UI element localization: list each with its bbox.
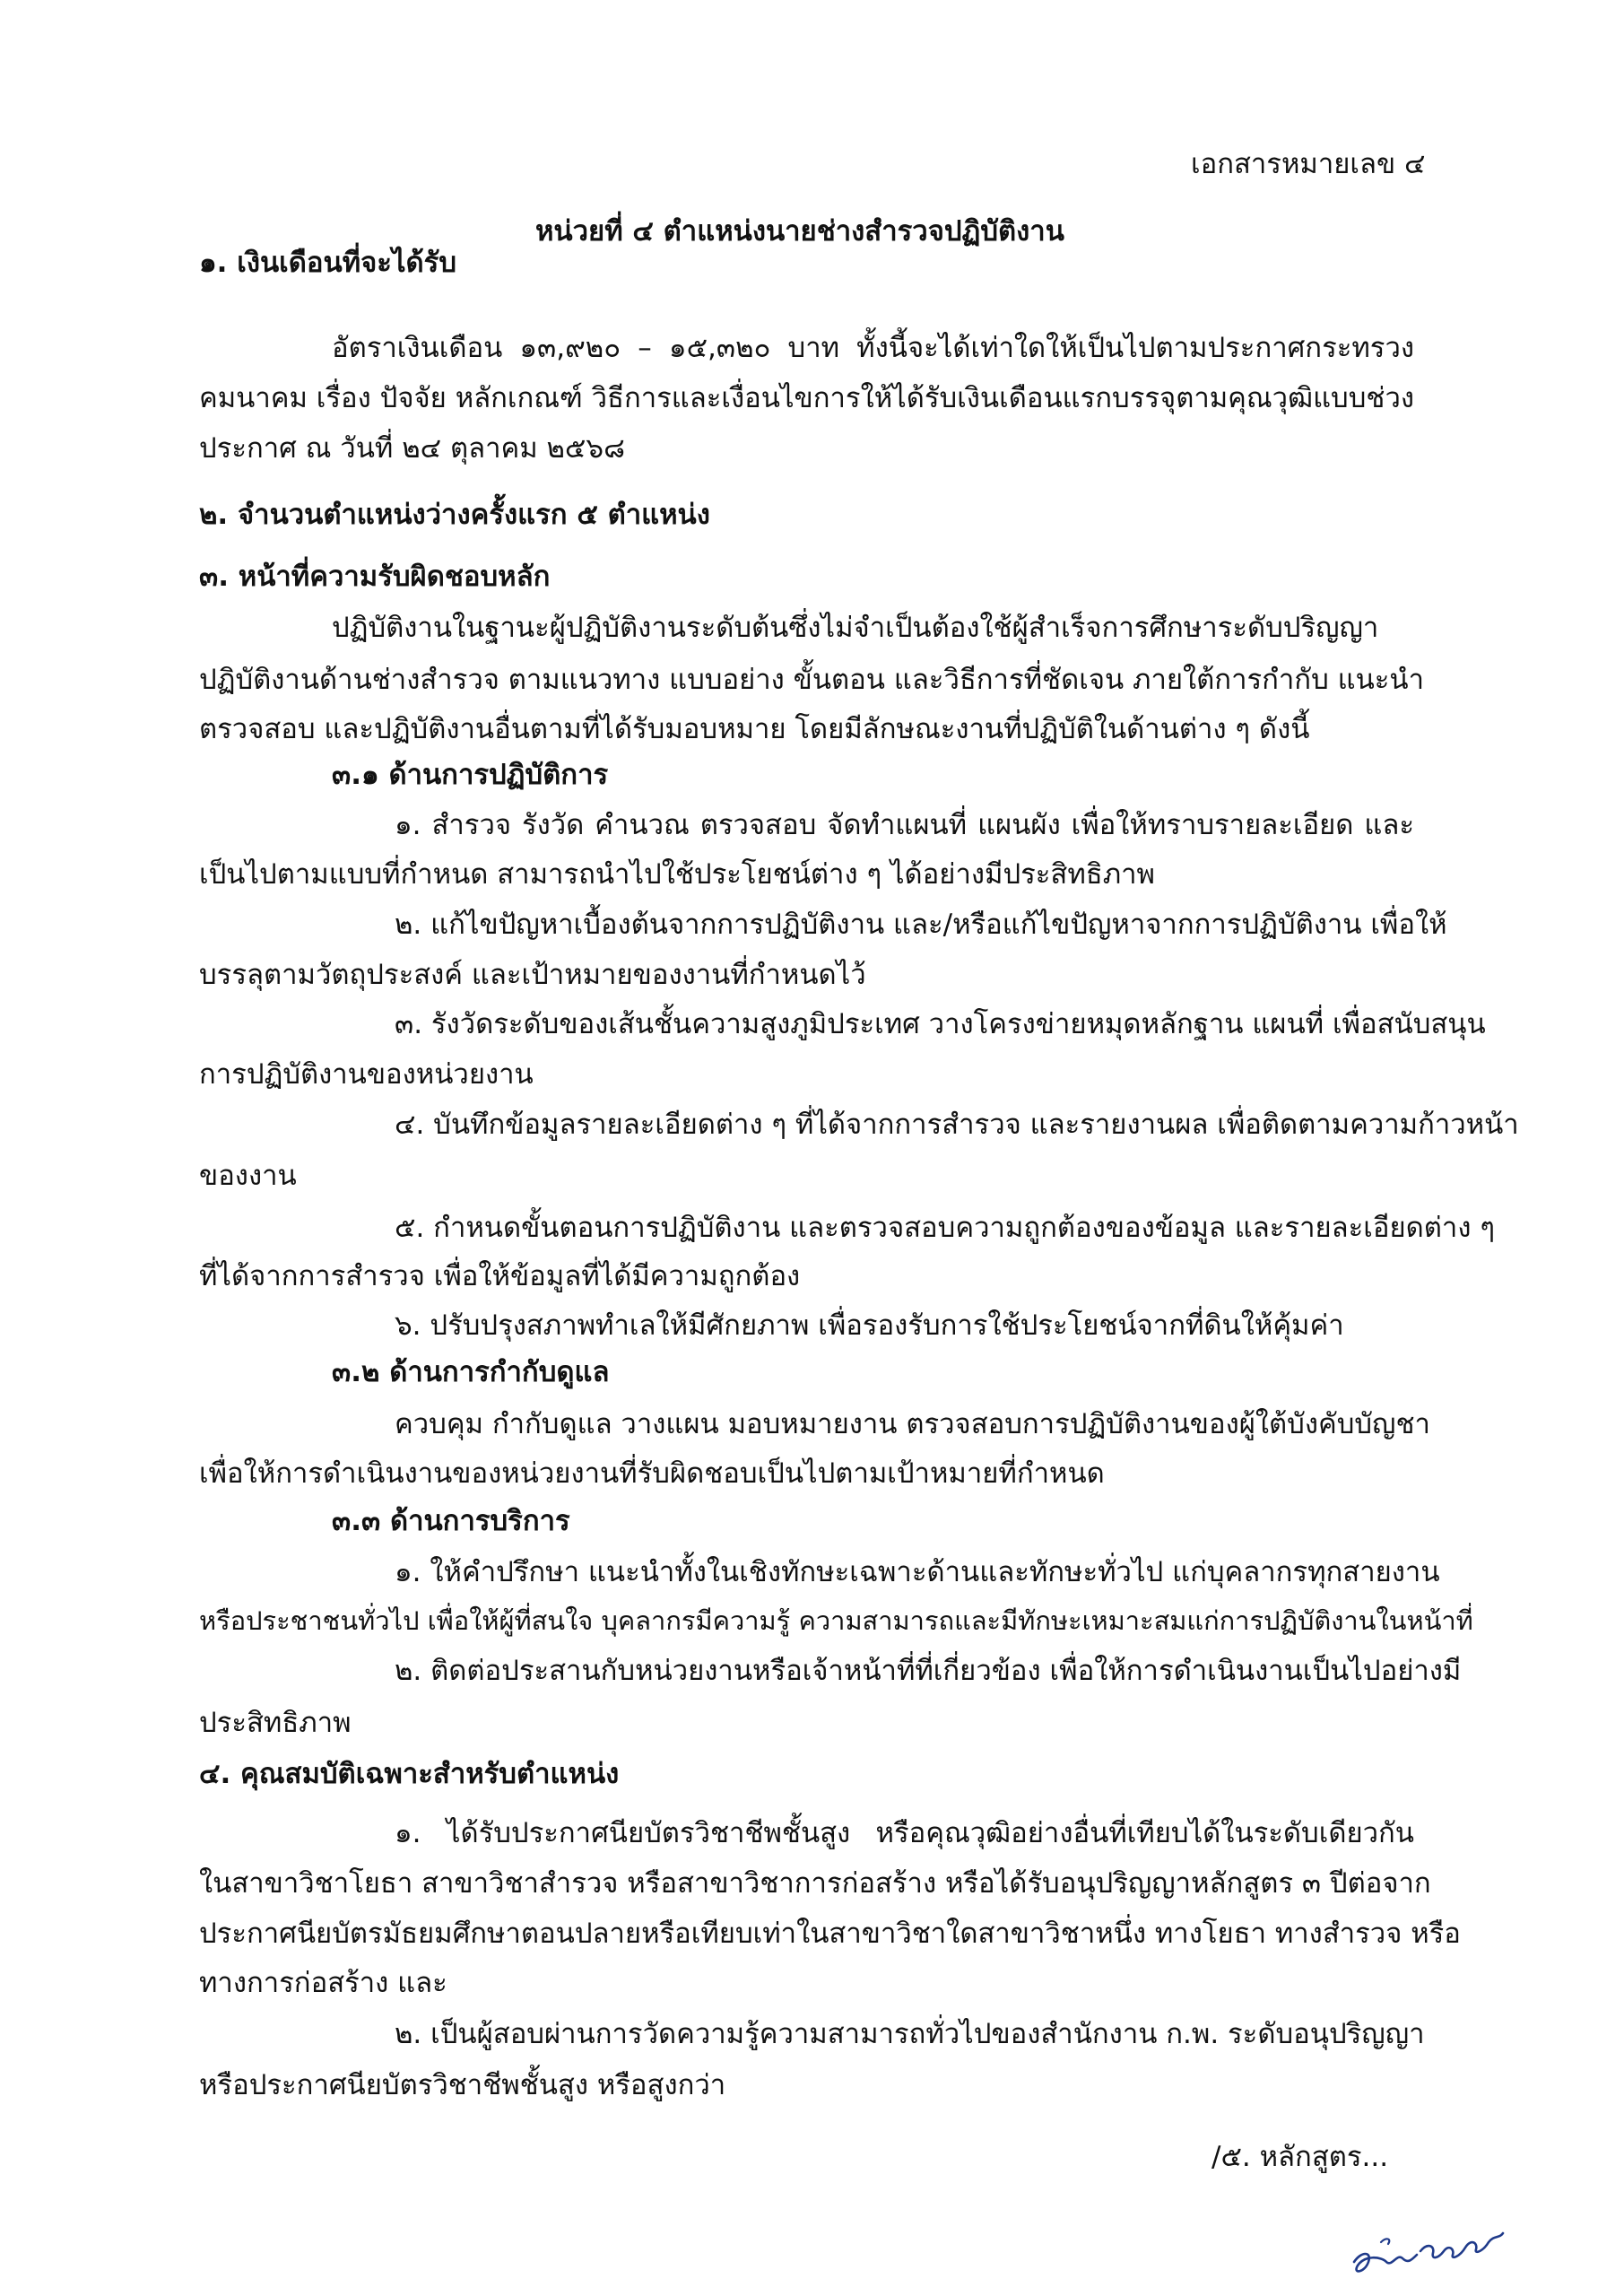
sub-3-3-line-4: ประสิทธิภาพ — [199, 1707, 352, 1739]
sec1-line-2: คมนาคม เรื่อง ปัจจัย หลักเกณฑ์ วิธีการและเงื่อนไขการให้ได้รับเงินเดือนแรกบรรจุตามคุณวุฒิแบบช่วง — [199, 382, 1414, 414]
sec1-line-3: ประกาศ ณ วันที่ ๒๔ ตุลาคม ๒๕๖๘ — [199, 432, 625, 465]
sub-3-1-line-4: บรรลุตามวัตถุประสงค์ และเป้าหมายของงานที่กำหนดไว้ — [199, 959, 866, 991]
signature-icon — [1345, 2215, 1515, 2283]
sub-3-1-line-3: ๒. แก้ไขปัญหาเบื้องต้นจากการปฏิบัติงาน และ/หรือแก้ไขปัญหาจากการปฏิบัติงาน เพื่อให้ — [395, 909, 1447, 941]
sub-3-1-line-5: ๓. รังวัดระดับของเส้นชั้นความสูงภูมิประเทศ วางโครงข่ายหมุดหลักฐาน แผนที่ เพื่อสนับสนุน — [395, 1008, 1486, 1040]
continuation-note: /๕. หลักสูตร... — [1211, 2141, 1389, 2173]
sub-3-2-heading: ๓.๒ ด้านการกำกับดูแล — [332, 1356, 610, 1388]
sub-3-1-heading: ๓.๑ ด้านการปฏิบัติการ — [332, 759, 609, 791]
page-title: หน่วยที่ ๔ ตำแหน่งนายช่างสำรวจปฏิบัติงาน — [535, 215, 1064, 248]
sub-3-2-line-2: เพื่อให้การดำเนินงานของหน่วยงานที่รับผิดชอบเป็นไปตามเป้าหมายที่กำหนด — [199, 1457, 1105, 1490]
sub-3-3-heading: ๓.๓ ด้านการบริการ — [332, 1505, 570, 1537]
sub-3-1-line-6: การปฏิบัติงานของหน่วยงาน — [199, 1058, 534, 1091]
sec4-line-3: ประกาศนียบัตรมัธยมศึกษาตอนปลายหรือเทียบเท่าในสาขาวิชาใดสาขาวิชาหนึ่ง ทางโยธา ทางสำรวจ หรือ — [199, 1918, 1461, 1950]
sub-3-1-line-2: เป็นไปตามแบบที่กำหนด สามารถนำไปใช้ประโยชน์ต่าง ๆ ได้อย่างมีประสิทธิภาพ — [199, 858, 1155, 891]
sub-3-2-line-1: ควบคุม กำกับดูแล วางแผน มอบหมายงาน ตรวจสอบการปฏิบัติงานของผู้ใต้บังคับบัญชา — [395, 1408, 1430, 1440]
sec4-line-2: ในสาขาวิชาโยธา สาขาวิชาสำรวจ หรือสาขาวิชาการก่อสร้าง หรือได้รับอนุปริญญาหลักสูตร ๓ ปีต่อจาก — [199, 1867, 1431, 1900]
sec4-line-4: ทางการก่อสร้าง และ — [199, 1967, 447, 1999]
sec1-line-1: อัตราเงินเดือน ๑๓,๙๒๐ – ๑๕,๓๒๐ บาท ทั้งนี้จะได้เท่าใดให้เป็นไปตามประกาศกระทรวง — [332, 332, 1414, 364]
sub-3-3-line-1: ๑. ให้คำปรึกษา แนะนำทั้งในเชิงทักษะเฉพาะด้านและทักษะทั่วไป แก่บุคลากรทุกสายงาน — [395, 1556, 1440, 1588]
sub-3-3-line-3: ๒. ติดต่อประสานกับหน่วยงานหรือเจ้าหน้าที่ที่เกี่ยวข้อง เพื่อให้การดำเนินงานเป็นไปอย่างมี — [395, 1655, 1462, 1687]
section-1-heading: ๑. เงินเดือนที่จะได้รับ — [199, 247, 457, 279]
sec3-intro-2: ปฏิบัติงานด้านช่างสำรวจ ตามแนวทาง แบบอย่าง ขั้นตอน และวิธีการที่ชัดเจน ภายใต้การกำกับ แนะนำ — [199, 664, 1425, 696]
sec3-intro-3: ตรวจสอบ และปฏิบัติงานอื่นตามที่ได้รับมอบหมาย โดยมีลักษณะงานที่ปฏิบัติในด้านต่าง ๆ ดังนี้ — [199, 713, 1310, 745]
sub-3-1-line-10: ที่ได้จากการสำรวจ เพื่อให้ข้อมูลที่ได้มีความถูกต้อง — [199, 1260, 801, 1292]
sub-3-3-line-2: หรือประชาชนทั่วไป เพื่อให้ผู้ที่สนใจ บุคลากรมีความรู้ ความสามารถและมีทักษะเหมาะสมแก่การปฏิบัติงานในหน้าที่ — [199, 1605, 1473, 1636]
sec4-line-5: ๒. เป็นผู้สอบผ่านการวัดความรู้ความสามารถทั่วไปของสำนักงาน ก.พ. ระดับอนุปริญญา — [395, 2018, 1425, 2050]
section-2-heading: ๒. จำนวนตำแหน่งว่างครั้งแรก ๕ ตำแหน่ง — [199, 499, 710, 531]
sec4-line-6: หรือประกาศนียบัตรวิชาชีพชั้นสูง หรือสูงกว่า — [199, 2069, 726, 2101]
sub-3-1-line-8: ของงาน — [199, 1160, 297, 1192]
section-4-heading: ๔. คุณสมบัติเฉพาะสำหรับตำแหน่ง — [199, 1758, 620, 1790]
section-3-heading: ๓. หน้าที่ความรับผิดชอบหลัก — [199, 561, 551, 593]
document-reference: เอกสารหมายเลข ๔ — [1191, 148, 1426, 180]
sub-3-1-line-1: ๑. สำรวจ รังวัด คำนวณ ตรวจสอบ จัดทำแผนที่ แผนผัง เพื่อให้ทราบรายละเอียด และ — [395, 809, 1414, 841]
sub-3-1-line-7: ๔. บันทึกข้อมูลรายละเอียดต่าง ๆ ที่ได้จากการสำรวจ และรายงานผล เพื่อติดตามความก้าวหน้า — [395, 1109, 1519, 1141]
sub-3-1-line-9: ๕. กำหนดขั้นตอนการปฏิบัติงาน และตรวจสอบความถูกต้องของข้อมูล และรายละเอียดต่าง ๆ — [395, 1212, 1495, 1244]
sec4-line-1: ๑. ได้รับประกาศนียบัตรวิชาชีพชั้นสูง หรือคุณวุฒิอย่างอื่นที่เทียบได้ในระดับเดียวกัน — [395, 1817, 1414, 1849]
sec3-intro-1: ปฏิบัติงานในฐานะผู้ปฏิบัติงานระดับต้นซึ่งไม่จำเป็นต้องใช้ผู้สำเร็จการศึกษาระดับปริญญา — [332, 612, 1379, 644]
sub-3-1-line-11: ๖. ปรับปรุงสภาพทำเลให้มีศักยภาพ เพื่อรองรับการใช้ประโยชน์จากที่ดินให้คุ้มค่า — [395, 1309, 1344, 1342]
